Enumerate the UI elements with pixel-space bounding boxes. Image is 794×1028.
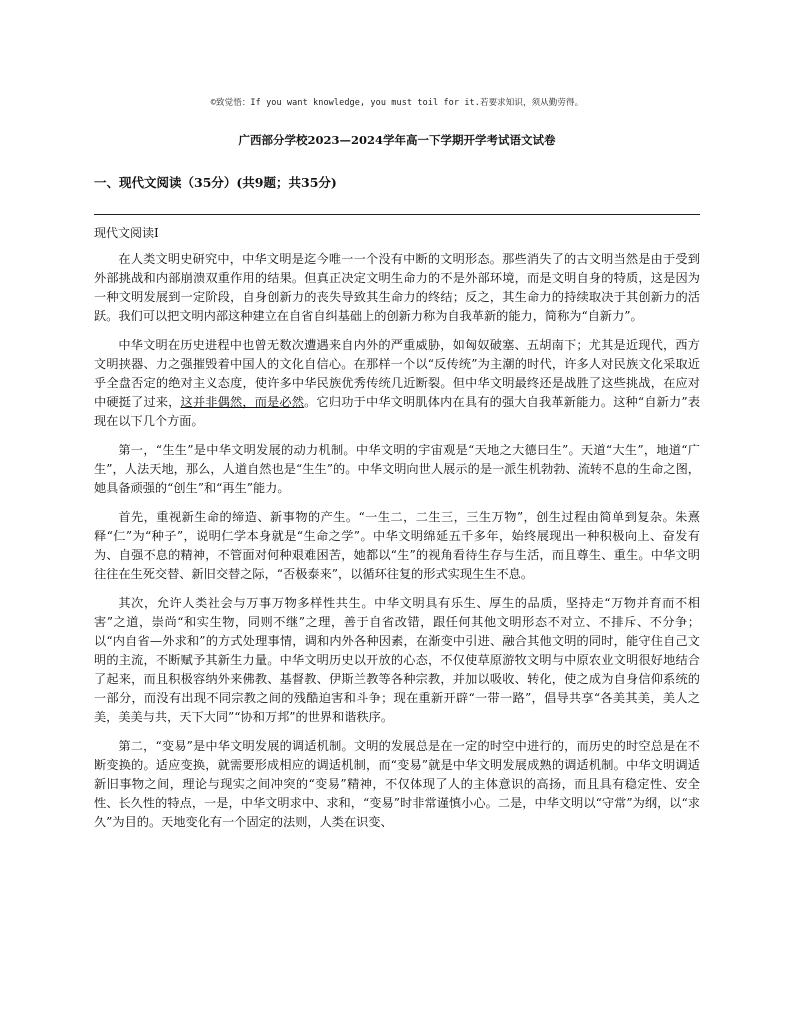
passage-label: 现代文阅读Ⅰ — [94, 226, 159, 240]
section-divider — [94, 214, 700, 215]
section-heading: 一、现代文阅读（35分）(共9题；共35分) — [94, 175, 337, 190]
paragraph-4: 首先，重视新生命的缔造、新事物的产生。“一生二，二生三，三生万物”，创生过程由简单到复杂。朱熹释“仁”为“种子”，说明仁学本身就是“生命之学”。中华文明绵延五千多年，始终展现出一种积极向上、奋发有为、自强不息的精神，不管面对何种艰难困苦，她都以“生”的视角看待生存与生活，而且尊生、重生。中华文明往往在生死交替、新旧交替之际，“否极泰来”，以循环往复的形式实现生生不息。 — [94, 510, 700, 581]
passage-body — [94, 250, 700, 842]
header-note: ©致觉悟：If you want knowledge, you must toil for it.若要求知识，须从勤劳得。 — [210, 98, 584, 108]
paragraph-2 — [94, 336, 700, 431]
paragraph-2-text-after: 。它归功于中华文明肌体内在具有的强大自我革新能力。这种“自新力”表现在以下几个方面。 — [94, 395, 701, 428]
document-title: 广西部分学校2023—2024学年高一下学期开学考试语文试卷 — [238, 133, 556, 147]
paragraph-1: 在人类文明史研究中，中华文明是迄今唯一一个没有中断的文明形态。那些消失了的古文明当然是由于受到外部挑战和内部崩溃双重作用的结果。但真正决定文明生命力的不是外部环境，而是文明自身的特质，这是因为一种文明发展到一定阶段，自身创新力的丧失导致其生命力的终结；反之，其生命力的持续取决于其创新力的活跃。我们可以把文明内部这种建立在自省自纠基础上的创新力称为自我革新的能力，简称为“自新力”。 — [94, 252, 700, 323]
paragraph-2-text-before: 中华文明在历史进程中也曾无数次遭遇来自内外的严重威胁，如匈奴破塞、五胡南下；尤其是近现代，西方文明挟器、力之强摧毁着中国人的文化自信心。在那样一个以“反传统”为主潮的时代，许多人对民族文化采取近乎全盘否定的绝对主义态度，使许多中华民族优秀传统几近断裂。但中华文明最终还是战胜了这些挑战，在应对中硬挺了过来， — [94, 338, 700, 409]
paragraph-6: 第二，“变易”是中华文明发展的调适机制。文明的发展总是在一定的时空中进行的，而历史的时空总是在不断变换的。适应变换，就需要形成相应的调适机制，而“变易”就是中华文明发展成熟的调适机制。中华文明调适新旧事物之间，理论与现实之间冲突的“变易”精神，不仅体现了人的主体意识的高扬，而且具有稳定性、安全性、长久性的特点，一是，中华文明求中、求和，“变易”时非常谨慎小心。二是，中华文明以“守常”为纲，以“求久”为目的。天地变化有一个固定的法则，人类在识变、 — [94, 739, 700, 829]
underlined-phrase: 这并非偶然，而是必然 — [180, 395, 305, 409]
paragraph-5: 其次，允许人类社会与万事万物多样性共生。中华文明具有乐生、厚生的品质，坚持走“万物并育而不相害”之道，崇尚“和实生物，同则不继”之理，善于自省改错，跟任何其他文明形态不对立、不排斥、不分争；以“内自省—外求和”的方式处理事情，调和内外各种因素，在渐变中引进、融合其他文明的同时，能守住自己文明的主流，不断赋予其新生力量。中华文明历史以开放的心态，不仅使草原游牧文明与中原农业文明很好地结合了起来，而且积极容纳外来佛教、基督教、伊斯兰教等各种宗教，并加以吸收、转化，使之成为自身信仰系统的一部分，而没有出现不同宗教之间的残酷迫害和斗争；现在重新开辟“一带一路”，倡导共享“各美其美，美人之美，美美与共，天下大同”“协和万邦”的世界和谐秩序。 — [94, 596, 700, 724]
paragraph-3: 第一，“生生”是中华文明发展的动力机制。中华文明的宇宙观是“天地之大德曰生”。天道“大生”，地道“广生”，人法天地，那么，人道自然也是“生生”的。中华文明向世人展示的是一派生机勃勃、流转不息的生命之图，她具备顽强的“创生”和“再生”能力。 — [94, 443, 700, 495]
